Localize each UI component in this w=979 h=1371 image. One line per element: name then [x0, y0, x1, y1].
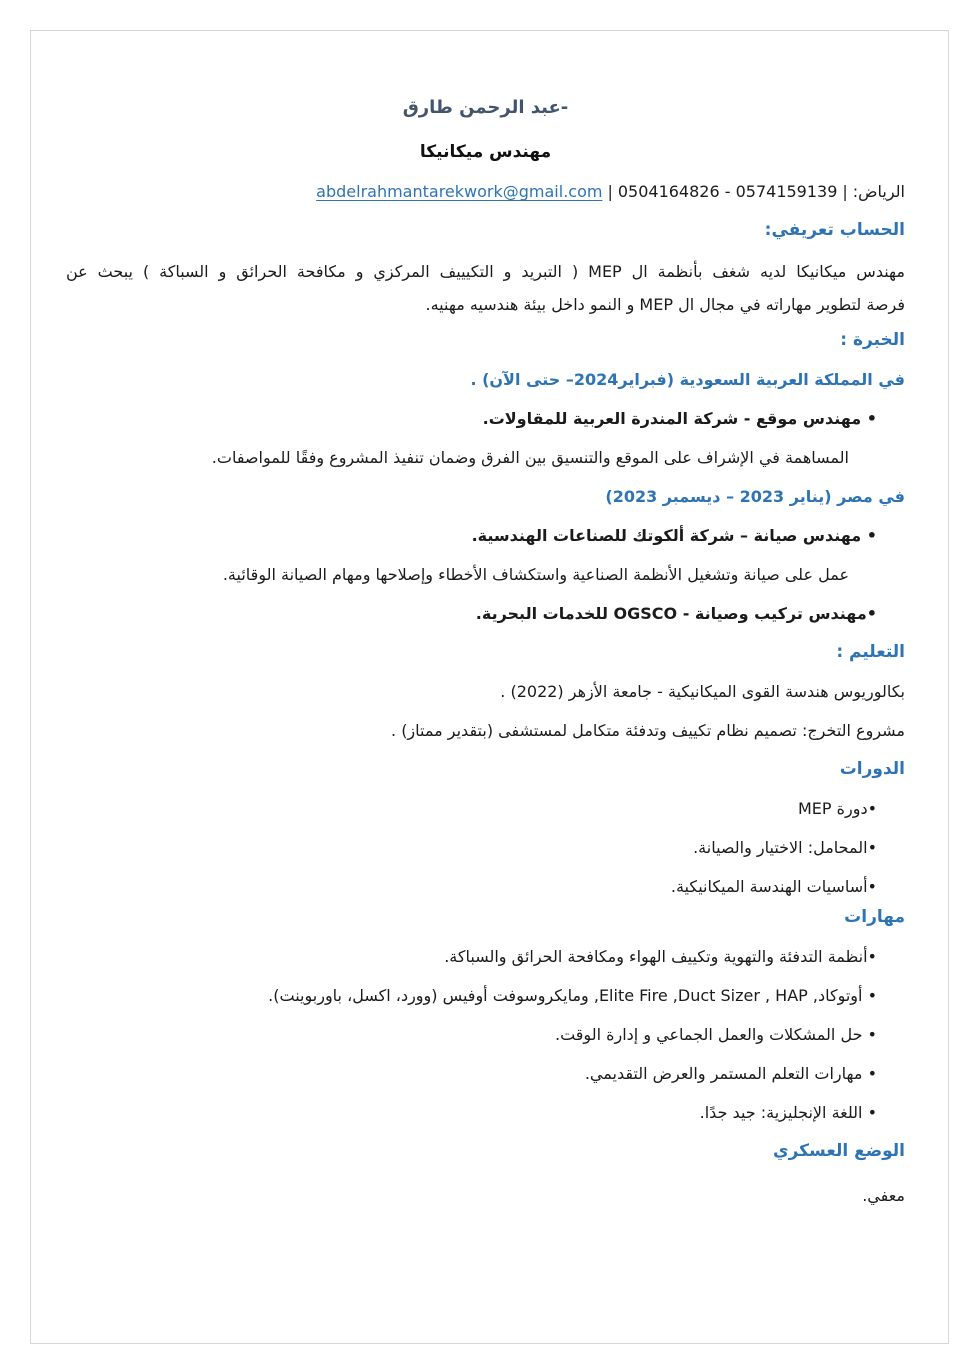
- education-degree: بكالوريوس هندسة القوى الميكانيكية - جامعة الأزهر (2022) .: [500, 682, 905, 701]
- course-item-bearings: •المحامل: الاختيار والصيانة.: [693, 838, 877, 857]
- separator-pipe-1: |: [842, 182, 848, 201]
- experience-ksa-job-desc: المساهمة في الإشراف على الموقع والتنسيق بين الفرق وضمان تنفيذ المشروع وفقًا للمواصفات.: [211, 448, 849, 467]
- skill-item-learning: • مهارات التعلم المستمر والعرض التقديمي.: [584, 1064, 877, 1083]
- person-job-title: مهندس ميكانيكا: [419, 142, 552, 162]
- experience-ksa-job-title: • مهندس موقع - شركة المندرة العربية للمقاولات.: [482, 409, 877, 428]
- experience-period-ksa: في المملكة العربية السعودية (فبراير2024– حتى الآن) .: [470, 370, 905, 389]
- skill-item-english: • اللغة الإنجليزية: جيد جدًا.: [699, 1103, 877, 1122]
- military-status-value: معفي.: [862, 1186, 905, 1205]
- experience-egypt-job1-desc: عمل على صيانة وتشغيل الأنظمة الصناعية واستكشاف الأخطاء وإصلاحها ومهام الصيانة الوقائية.: [222, 565, 849, 584]
- course-item-mep: •دورة MEP: [797, 799, 877, 818]
- skill-item-hvac: •أنظمة التدفئة والتهوية وتكييف الهواء ومكافحة الحرائق والسباكة.: [444, 947, 877, 966]
- skill-item-software: • أوتوكاد, Elite Fire ,Duct Sizer , HAP, ومايكروسوفت أوفيس (وورد، اكسل، باوربوينت).: [268, 986, 877, 1005]
- heading-experience: الخبرة :: [840, 330, 905, 350]
- location-label: الرياض:: [852, 182, 905, 201]
- heading-skills: مهارات: [844, 907, 905, 927]
- experience-period-egypt: في مصر (يناير 2023 – ديسمبر 2023): [605, 487, 905, 506]
- heading-summary: الحساب تعريفي:: [764, 220, 905, 240]
- heading-military-status: الوضع العسكري: [773, 1141, 905, 1161]
- person-name: -عبد الرحمن طارق: [402, 97, 569, 118]
- email-link[interactable]: abdelrahmantarekwork@gmail.com: [316, 182, 603, 201]
- education-graduation-project: مشروع التخرج: تصميم نظام تكييف وتدفئة متكامل لمستشفى (بتقدير ممتاز) .: [391, 721, 905, 740]
- phone-numbers: 0574159139 - 0504164826: [617, 182, 838, 201]
- heading-courses: الدورات: [839, 759, 905, 779]
- course-item-fundamentals: •أساسيات الهندسة الميكانيكية.: [670, 877, 877, 896]
- experience-egypt-job2-title: •مهندس تركيب وصيانة - OGSCO للخدمات البحرية.: [475, 604, 877, 623]
- experience-egypt-job1-title: • مهندس صيانة – شركة ألكوتك للصناعات الهندسية.: [471, 526, 877, 545]
- heading-education: التعليم :: [836, 642, 905, 662]
- skill-item-problem-solving: • حل المشكلات والعمل الجماعي و إدارة الوقت.: [554, 1025, 877, 1044]
- summary-text-line2: فرصة لتطوير مهاراته في مجال ال MEP و النمو داخل بيئة هندسيه مهنيه.: [425, 295, 905, 314]
- summary-text-line1: مهندس ميكانيكا لديه شغف بأنظمة ال MEP ( التبريد و التكيييف المركزي و مكافحة الحرائق و السباكة ) يبحث عن: [66, 262, 905, 281]
- separator-pipe-2: |: [607, 182, 613, 201]
- contact-line: [66, 172, 905, 211]
